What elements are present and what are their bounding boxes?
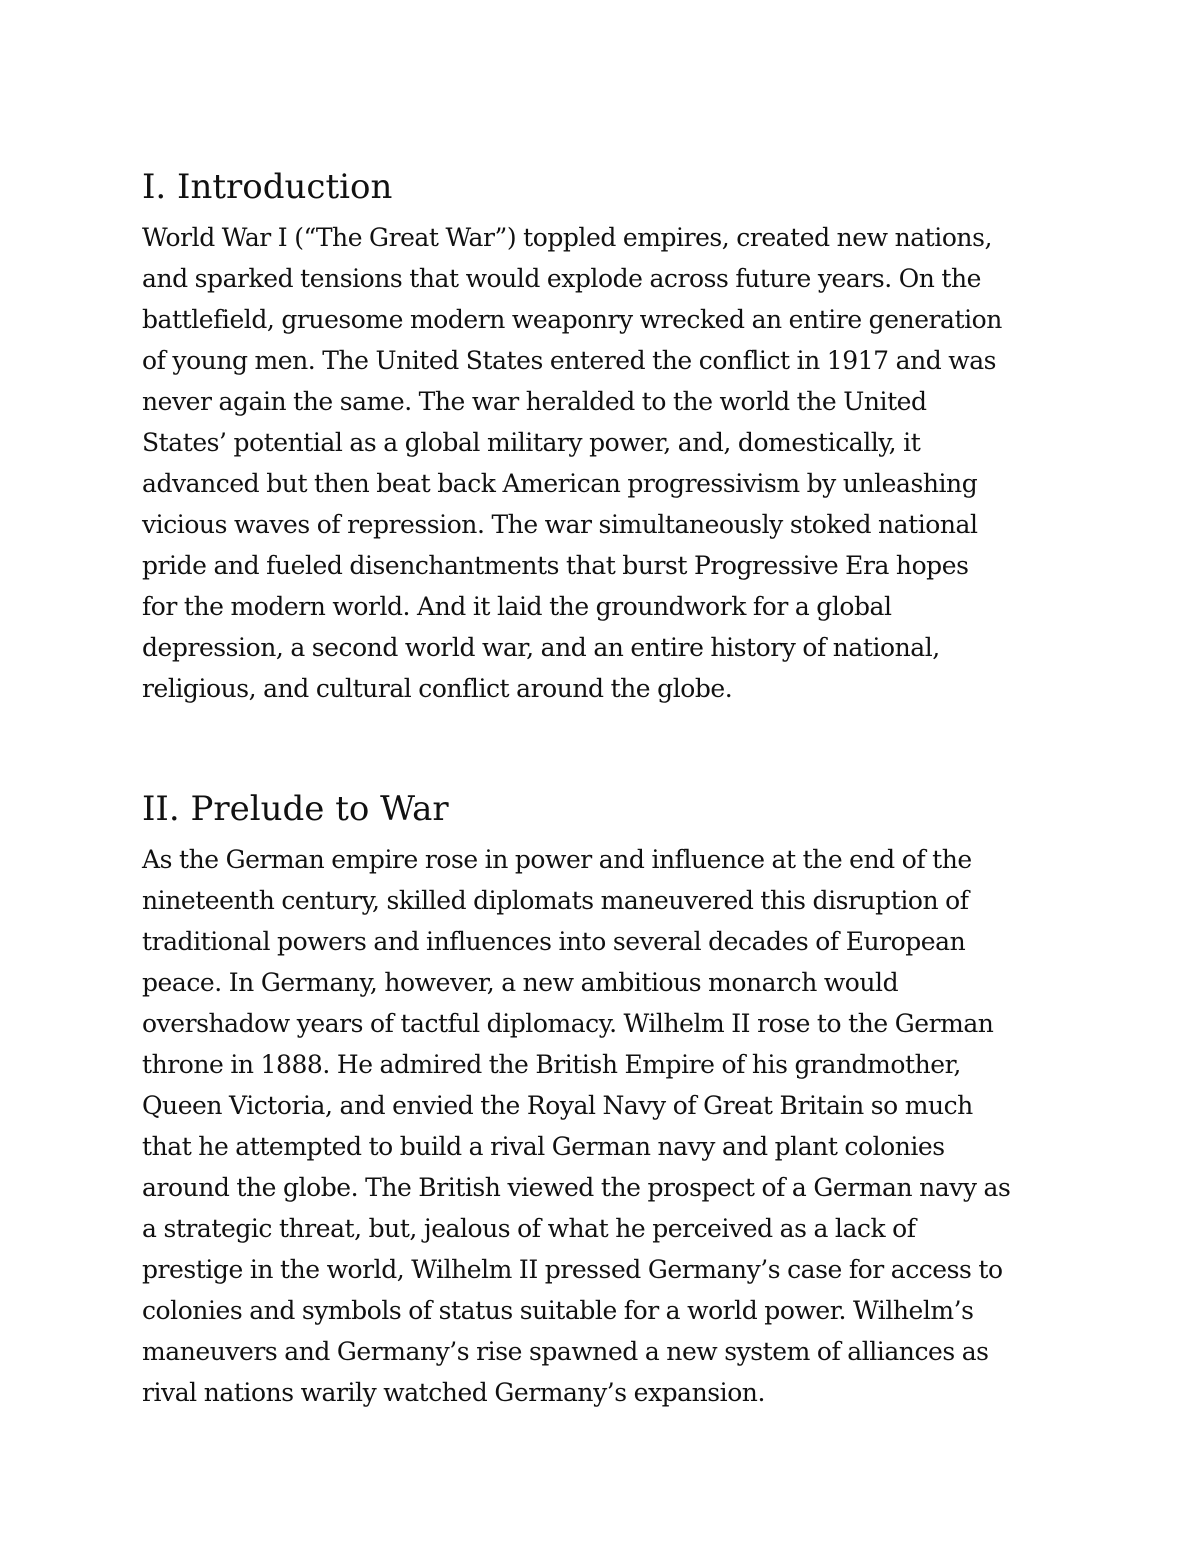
body-line: pride and fueled disenchantments that burst Progressive Era hopes	[142, 551, 969, 580]
body-line: around the globe. The British viewed the prospect of a German navy as	[142, 1173, 1011, 1202]
body-line: traditional powers and influences into several decades of European	[142, 927, 966, 956]
body-line: for the modern world. And it laid the groundwork for a global	[142, 592, 892, 621]
body-line: a strategic threat, but, jealous of what he perceived as a lack of	[142, 1214, 916, 1243]
body-line: peace. In Germany, however, a new ambitious monarch would	[142, 968, 899, 997]
body-line: battlefield, gruesome modern weaponry wrecked an entire generation	[142, 305, 1002, 334]
body-line: religious, and cultural conflict around the globe.	[142, 674, 733, 703]
body-line: rival nations warily watched Germany’s expansion.	[142, 1378, 765, 1407]
body-line: overshadow years of tactful diplomacy. Wilhelm II rose to the German	[142, 1009, 994, 1038]
body-line: and sparked tensions that would explode across future years. On the	[142, 264, 982, 293]
body-line: maneuvers and Germany’s rise spawned a new system of alliances as	[142, 1337, 989, 1366]
body-line: nineteenth century, skilled diplomats maneuvered this disruption of	[142, 886, 969, 915]
section-heading-introduction: I. Introduction	[142, 167, 393, 207]
body-line: vicious waves of repression. The war simultaneously stoked national	[142, 510, 978, 539]
body-line: never again the same. The war heralded to the world the United	[142, 387, 927, 416]
body-line: As the German empire rose in power and influence at the end of the	[142, 845, 972, 874]
body-line: advanced but then beat back American progressivism by unleashing	[142, 469, 978, 498]
body-line: States’ potential as a global military power, and, domestically, it	[142, 428, 921, 457]
body-line: colonies and symbols of status suitable for a world power. Wilhelm’s	[142, 1296, 974, 1325]
body-line: prestige in the world, Wilhelm II pressed Germany’s case for access to	[142, 1255, 1003, 1284]
section-body-introduction	[142, 217, 1002, 709]
section-heading-prelude-to-war: II. Prelude to War	[142, 789, 449, 829]
body-line: throne in 1888. He admired the British Empire of his grandmother,	[142, 1050, 961, 1079]
body-line: depression, a second world war, and an entire history of national,	[142, 633, 940, 662]
body-line: Queen Victoria, and envied the Royal Navy of Great Britain so much	[142, 1091, 973, 1120]
body-line: World War I (“The Great War”) toppled empires, created new nations,	[142, 223, 992, 252]
section-body-prelude-to-war	[142, 839, 1010, 1413]
body-line: that he attempted to build a rival German navy and plant colonies	[142, 1132, 945, 1161]
body-line: of young men. The United States entered the conflict in 1917 and was	[142, 346, 997, 375]
